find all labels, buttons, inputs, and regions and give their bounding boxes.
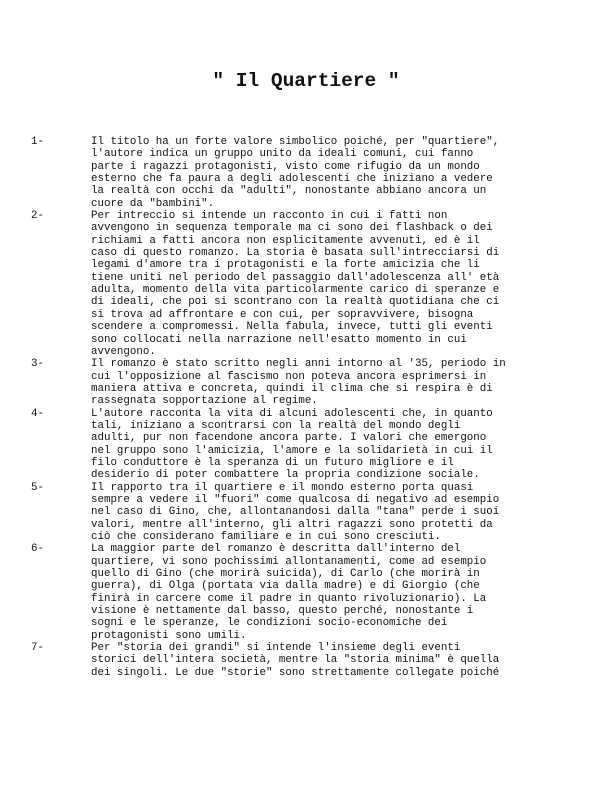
text-line: tiene uniti nel periodo del passaggio dall'adolescenza all' età — [91, 271, 500, 284]
text-line: La maggior parte del romanzo è descritta dall'interno del — [91, 543, 461, 556]
text-line: adulti, pur non facendone ancora parte. I valori che emergono — [91, 432, 487, 445]
item-number: 4- — [31, 407, 44, 420]
list-item — [31, 642, 591, 679]
item-text — [91, 210, 591, 358]
item-number: 7- — [31, 642, 44, 655]
text-line: sogni e le speranze, le condizioni socio-economiche dei — [91, 617, 448, 630]
text-line: scendere a compromessi. Nella fabula, invece, tutti gli eventi — [91, 321, 493, 334]
list-item — [31, 482, 591, 544]
list-item — [31, 210, 591, 358]
text-line: parte i ragazzi protagonisti, visto come rifugio da un mondo — [91, 160, 480, 173]
text-line: dei singoli. Le due "storie" sono strettamente collegate poiché — [91, 666, 500, 679]
text-line: protagonisti sono umili. — [91, 629, 247, 642]
text-line: legami d'amore tra i protagonisti e la forte amicizia che li — [91, 259, 480, 272]
text-line: sono collocati nella narrazione nell'esatto momento in cui — [91, 333, 467, 346]
text-line: cui l'opposizione al fascismo non poteva ancora esprimersi in — [91, 370, 487, 383]
text-line: visione è nettamente dal basso, questo perché, nonostante i — [91, 605, 474, 618]
text-line: la realtà con occhi da "adulti", nonostante abbiano ancora un — [91, 185, 487, 198]
item-text — [91, 543, 591, 642]
text-line: adulta, momento della vita particolarmente carico di speranze e — [91, 284, 500, 297]
text-line: caso di questo romanzo. La storia è basata sull'intrecciarsi di — [91, 247, 500, 260]
item-number: 2- — [31, 210, 44, 223]
text-line: quartiere, vi sono pochissimi allontanamenti, come ad esempio — [91, 555, 487, 568]
page-title: " Il Quartiere " — [212, 70, 400, 92]
text-line: guerra), di Olga (portata via dalla madre) e di Giorgio (che — [91, 580, 480, 593]
item-text — [91, 482, 591, 544]
text-line: nel gruppo sono l'amicizia, l'amore e la solidarietà in cui il — [91, 444, 493, 457]
list-item — [31, 136, 591, 210]
item-text — [91, 136, 591, 210]
text-line: finirà in carcere come il padre in quanto rivoluzionario). La — [91, 592, 487, 605]
text-line: di ideali, che poi si scontrano con la realtà quotidiana che ci — [91, 296, 500, 309]
text-line: ciò che considerano familiare e in cui sono cresciuti. — [91, 531, 441, 543]
item-text — [91, 358, 591, 407]
text-line: rassegnata sopportazione al regime. — [91, 395, 318, 408]
text-line: valori, mentre all'interno, gli altri ragazzi sono protetti da — [91, 518, 493, 531]
text-line: richiami a fatti ancora non esplicitamente avvenuti, ed è il — [91, 234, 480, 247]
text-line: quello di Gino (che morirà suicida), di Carlo (che morirà in — [91, 568, 480, 581]
text-line: esterno che fa paura a degli adolescenti che iniziano a vedere — [91, 173, 493, 186]
text-line: L'autore racconta la vita di alcuni adolescenti che, in quanto — [91, 407, 493, 420]
text-line: l'autore indica un gruppo unito da ideali comuni, cui fanno — [91, 148, 474, 161]
item-text — [91, 642, 591, 679]
text-line: maniera attiva e concreta, quindi il clima che si respira è di — [91, 382, 493, 395]
text-line: nel caso di Gino, che, allontanandosi dalla "tana" perde i suoi — [91, 506, 500, 519]
item-text — [91, 408, 591, 482]
text-line: avvengono in sequenza temporale ma ci sono dei flashback o dei — [91, 222, 493, 235]
list-item — [31, 543, 591, 642]
item-number: 5- — [31, 481, 44, 494]
list-item — [31, 358, 591, 407]
text-line: Per intreccio si intende un racconto in cui i fatti non — [91, 210, 448, 223]
text-line: si trova ad affrontare e con cui, per sopravvivere, bisogna — [91, 308, 474, 321]
text-line: avvengono. — [91, 345, 156, 358]
item-number: 3- — [31, 358, 44, 371]
item-number: 1- — [31, 136, 44, 148]
text-line: Il rapporto tra il quartiere e il mondo esterno porta quasi — [91, 481, 474, 494]
text-line: storici dell'intera società, mentre la "storia minima" è quella — [91, 654, 500, 667]
text-line: Il titolo ha un forte valore simbolico poiché, per "quartiere", — [91, 136, 500, 148]
text-line: tali, iniziano a scontrarsi con la realtà del mondo degli — [91, 419, 461, 432]
list-item — [31, 408, 591, 482]
item-number: 6- — [31, 543, 44, 556]
text-line: Per "storia dei grandi" si intende l'insieme degli eventi — [91, 642, 461, 655]
text-line: sempre a vedere il "fuori" come qualcosa di negativo ad esempio — [91, 493, 500, 506]
text-line: cuore da "bambini". — [91, 197, 215, 210]
text-line: desiderio di poter combattere la propria condizione sociale. — [91, 469, 480, 482]
numbered-answer-list — [31, 136, 591, 679]
text-line: filo conduttore è la speranza di un futuro migliore e il — [91, 456, 454, 469]
text-line: Il romanzo è stato scritto negli anni intorno al '35, periodo in — [91, 358, 506, 371]
